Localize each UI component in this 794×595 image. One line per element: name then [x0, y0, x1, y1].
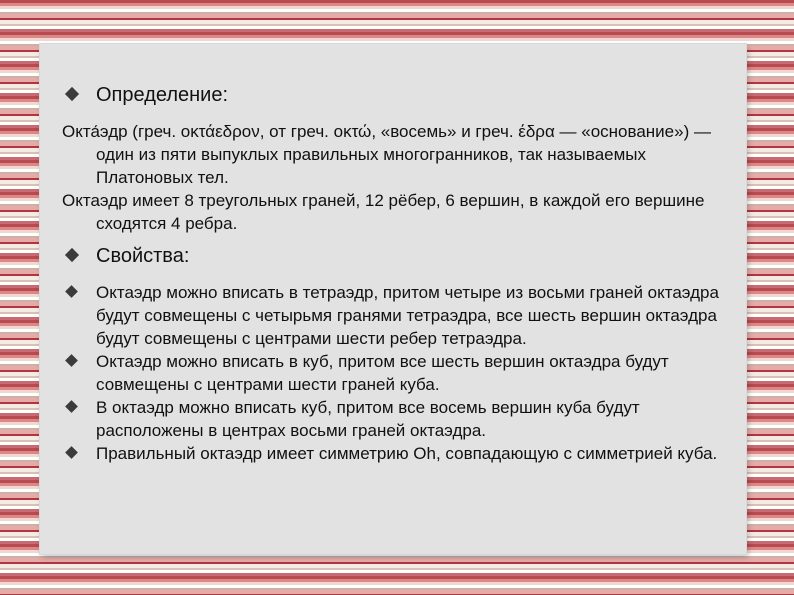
property-text: Правильный октаэдр имеет симметрию Oh, совпадающую с симметрией куба.: [96, 444, 718, 463]
property-text: Октаэдр можно вписать в куб, притом все шесть вершин октаэдра будут совмещены с центрами шести граней куба.: [96, 352, 669, 394]
slide-content: [62, 82, 732, 465]
heading-definition-text: Определение:: [96, 84, 229, 106]
diamond-bullet-icon: [65, 285, 78, 298]
diamond-bullet-icon: [65, 248, 79, 262]
diamond-bullet-icon: [65, 446, 78, 459]
diamond-bullet-icon: [65, 87, 79, 101]
property-item: [62, 396, 732, 442]
slide-panel: [40, 44, 746, 554]
diamond-bullet-icon: [65, 400, 78, 413]
heading-properties-text: Свойства:: [96, 245, 190, 267]
diamond-bullet-icon: [65, 354, 78, 367]
property-item: [62, 442, 732, 465]
heading-properties: [62, 243, 732, 269]
property-text: В октаэдр можно вписать куб, притом все восемь вершин куба будут расположены в центрах восьми граней октаэдра.: [96, 398, 640, 440]
definition-paragraph: Октаэдр имеет 8 треугольных граней, 12 рёбер, 6 вершин, в каждой его вершине сходятся 4 ребра.: [62, 191, 705, 233]
property-item: [62, 281, 732, 350]
definition-paragraph: Окта́эдр (греч. οκτάεδρον, от греч. οκτώ, «восемь» и греч. έδρα — «основание») — один из пяти выпуклых правильных многогранников, так называемых Платоновых тел.: [62, 122, 711, 187]
property-item: [62, 350, 732, 396]
property-text: Октаэдр можно вписать в тетраэдр, притом четыре из восьми граней октаэдра будут совмещены с четырьмя гранями тетраэдра, все шесть вершин октаэдра будут совмещены с центрами шести ребер тетраэдра.: [96, 283, 719, 348]
heading-definition: [62, 82, 732, 108]
